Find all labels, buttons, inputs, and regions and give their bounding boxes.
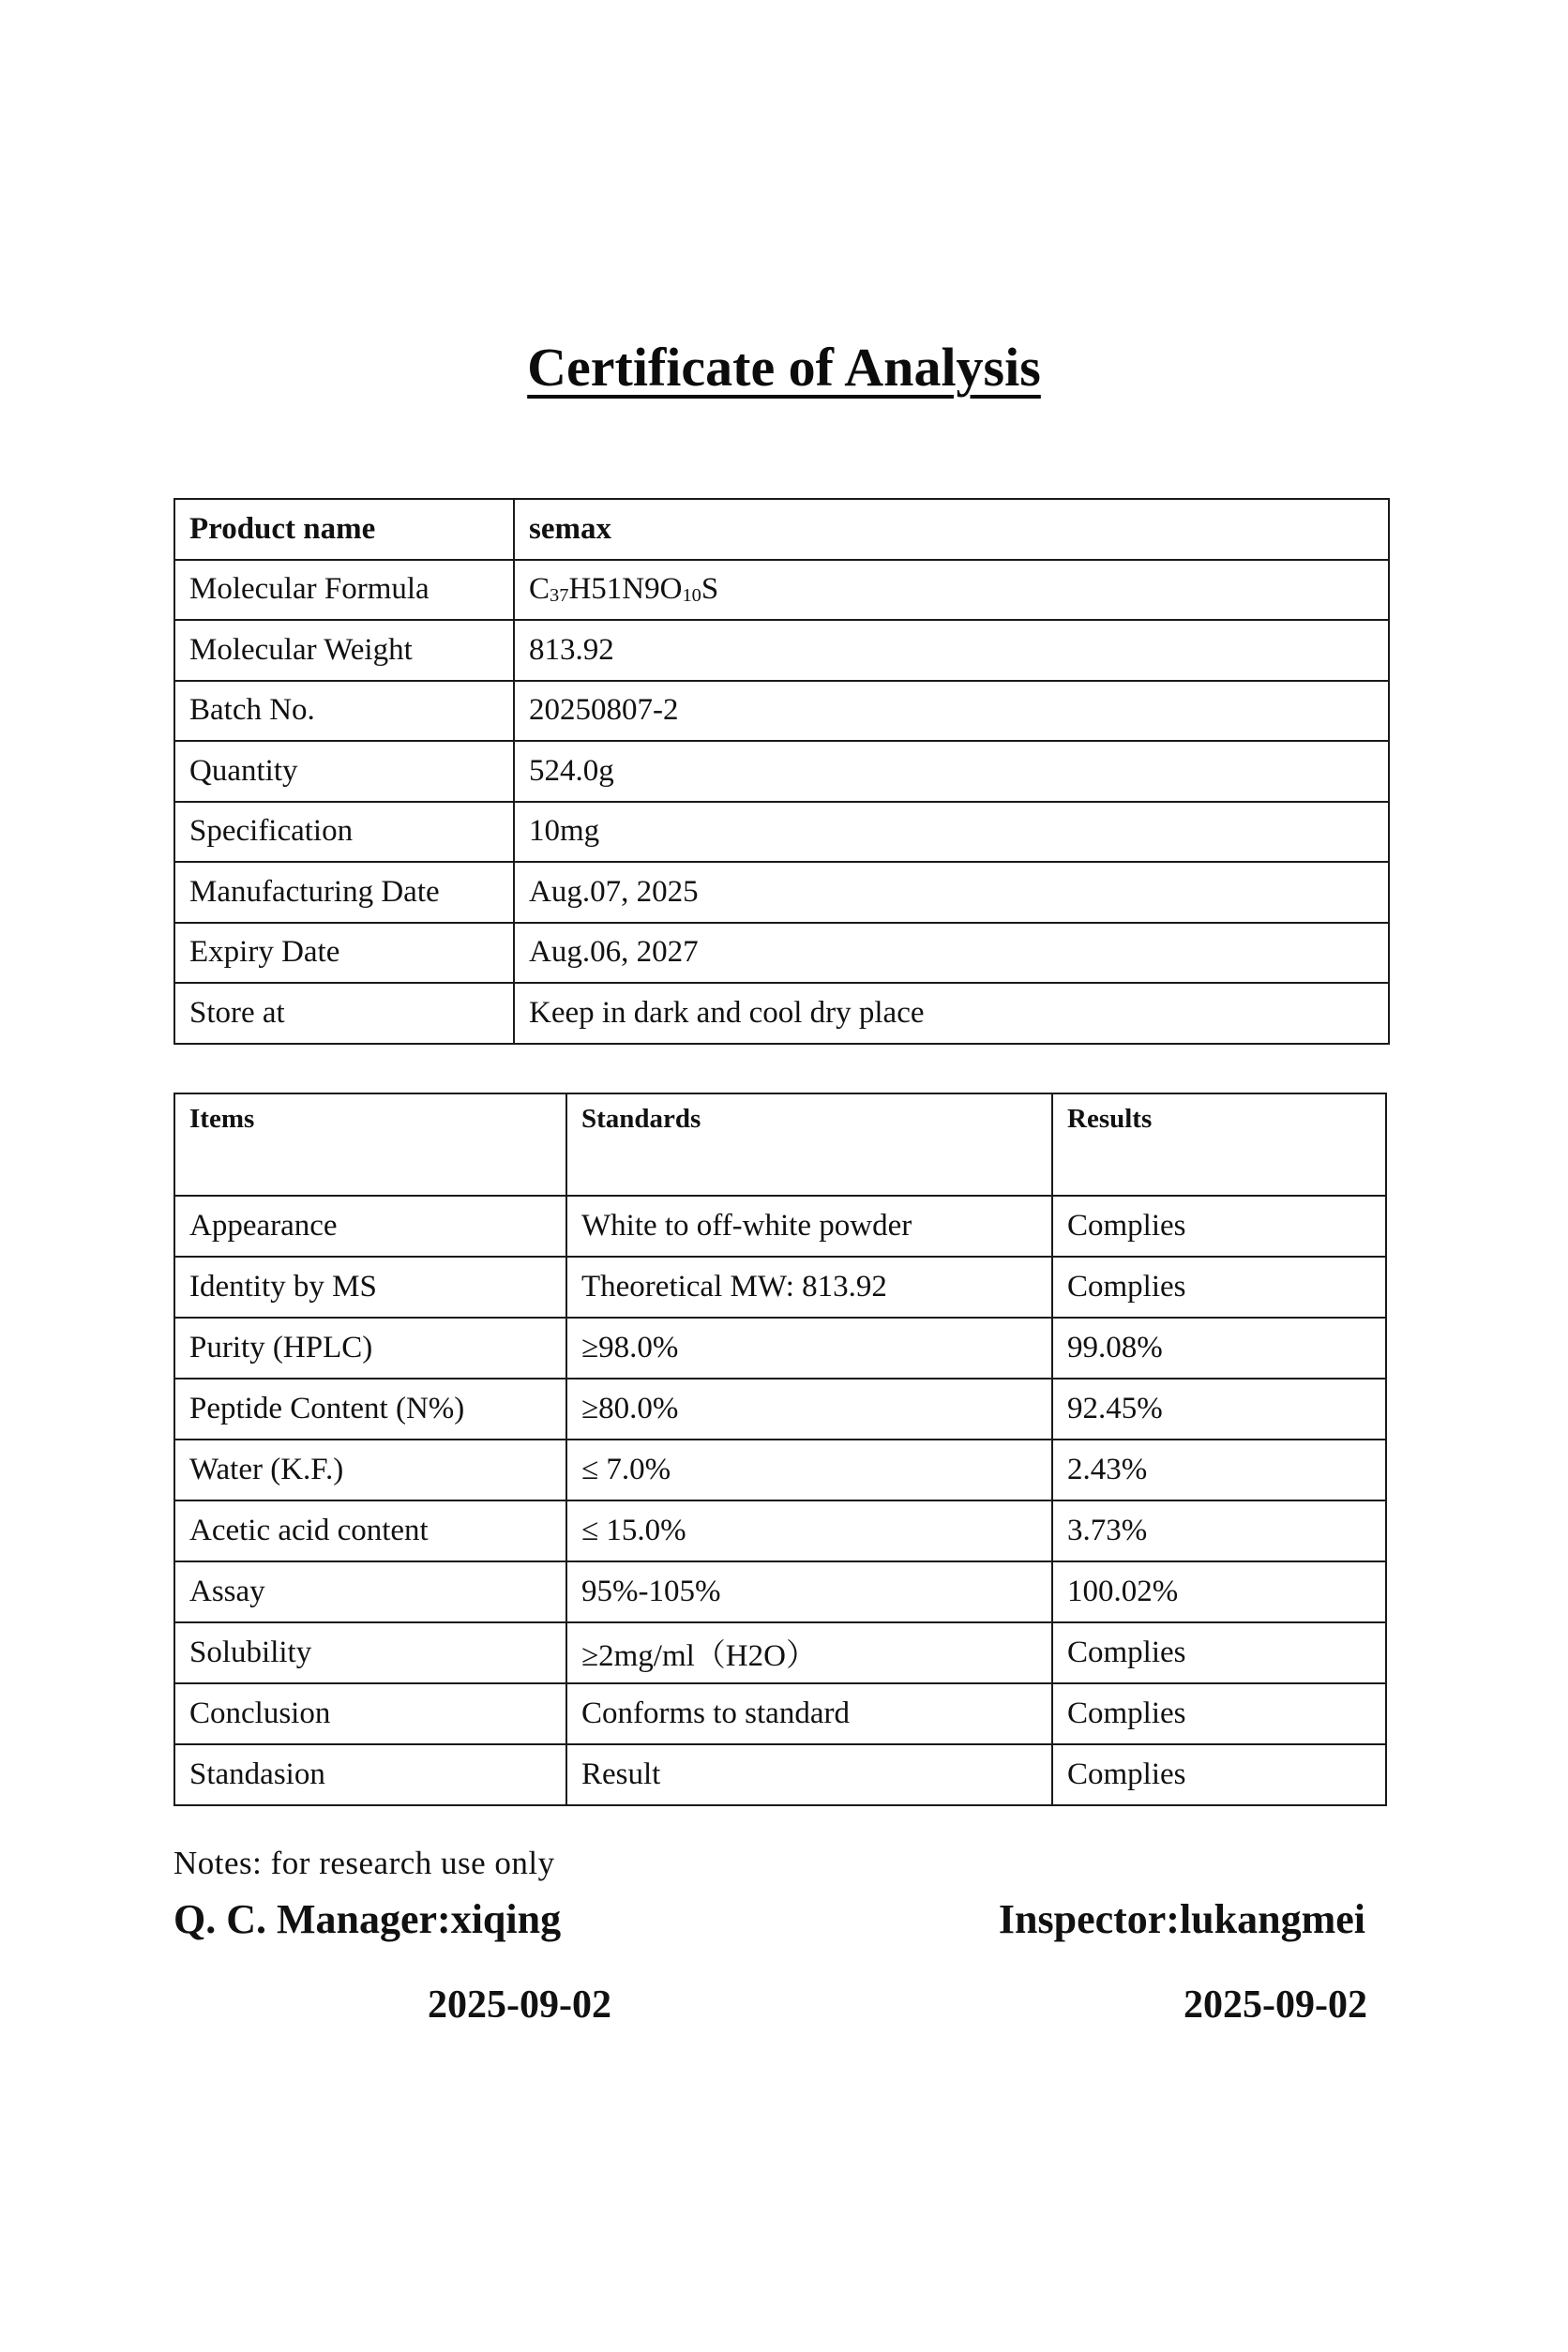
expiry-date-value: Aug.06, 2027	[514, 923, 1389, 984]
column-header-standards: Standards	[566, 1093, 1052, 1196]
table-row	[174, 741, 1389, 802]
manufacturing-date-value: Aug.07, 2025	[514, 862, 1389, 923]
table-row	[174, 802, 1389, 863]
item-cell: Appearance	[174, 1196, 566, 1257]
batch-no-value: 20250807-2	[514, 681, 1389, 742]
quantity-value: 524.0g	[514, 741, 1389, 802]
table-row	[174, 862, 1389, 923]
specification-value: 10mg	[514, 802, 1389, 863]
item-cell: Water (K.F.)	[174, 1440, 566, 1500]
table-row	[174, 1622, 1386, 1683]
qc-manager-signature: Q. C. Manager:xiqing	[173, 1896, 562, 1942]
result-cell: 3.73%	[1052, 1500, 1386, 1561]
test-results-table	[173, 1093, 1387, 1806]
store-at-label: Store at	[174, 983, 514, 1044]
product-name-value: semax	[514, 499, 1389, 560]
result-cell: Complies	[1052, 1622, 1386, 1683]
product-info-table	[173, 498, 1390, 1045]
specification-label: Specification	[174, 802, 514, 863]
item-cell: Peptide Content (N%)	[174, 1379, 566, 1440]
item-cell: Conclusion	[174, 1683, 566, 1744]
table-row	[174, 1744, 1386, 1805]
notes-text: Notes: for research use only	[173, 1845, 555, 1881]
standard-cell: ≥98.0%	[566, 1318, 1052, 1379]
manufacturing-date-label: Manufacturing Date	[174, 862, 514, 923]
table-row	[174, 681, 1389, 742]
table-row	[174, 499, 1389, 560]
table-row	[174, 983, 1389, 1044]
product-name-label: Product name	[174, 499, 514, 560]
result-cell: Complies	[1052, 1744, 1386, 1805]
standard-cell: ≥2mg/ml（H2O）	[566, 1622, 1052, 1683]
standard-cell: Result	[566, 1744, 1052, 1805]
standard-cell: White to off-white powder	[566, 1196, 1052, 1257]
qc-manager-date: 2025-09-02	[428, 1983, 611, 2027]
result-cell: 99.08%	[1052, 1318, 1386, 1379]
item-cell: Assay	[174, 1561, 566, 1622]
batch-no-label: Batch No.	[174, 681, 514, 742]
molecular-weight-value: 813.92	[514, 620, 1389, 681]
result-cell: 100.02%	[1052, 1561, 1386, 1622]
table-row	[174, 1440, 1386, 1500]
table-row	[174, 1561, 1386, 1622]
column-header-items: Items	[174, 1093, 566, 1196]
table-row	[174, 1683, 1386, 1744]
standard-cell: ≤ 7.0%	[566, 1440, 1052, 1500]
standard-cell: ≥80.0%	[566, 1379, 1052, 1440]
molecular-formula-value: C37H51N9O10S	[514, 560, 1389, 621]
standard-cell: Conforms to standard	[566, 1683, 1052, 1744]
expiry-date-label: Expiry Date	[174, 923, 514, 984]
table-row	[174, 620, 1389, 681]
item-cell: Standasion	[174, 1744, 566, 1805]
standard-cell: 95%-105%	[566, 1561, 1052, 1622]
item-cell: Solubility	[174, 1622, 566, 1683]
molecular-formula-label: Molecular Formula	[174, 560, 514, 621]
result-cell: 2.43%	[1052, 1440, 1386, 1500]
table-row	[174, 1500, 1386, 1561]
item-cell: Identity by MS	[174, 1257, 566, 1318]
item-cell: Acetic acid content	[174, 1500, 566, 1561]
molecular-weight-label: Molecular Weight	[174, 620, 514, 681]
document-title: Certificate of Analysis	[527, 337, 1041, 398]
table-row	[174, 1257, 1386, 1318]
result-cell: Complies	[1052, 1257, 1386, 1318]
table-row	[174, 1379, 1386, 1440]
item-cell: Purity (HPLC)	[174, 1318, 566, 1379]
result-cell: 92.45%	[1052, 1379, 1386, 1440]
table-header-row	[174, 1093, 1386, 1196]
table-row	[174, 1196, 1386, 1257]
standard-cell: Theoretical MW: 813.92	[566, 1257, 1052, 1318]
table-row	[174, 560, 1389, 621]
result-cell: Complies	[1052, 1196, 1386, 1257]
standard-cell: ≤ 15.0%	[566, 1500, 1052, 1561]
table-row	[174, 923, 1389, 984]
column-header-results: Results	[1052, 1093, 1386, 1196]
quantity-label: Quantity	[174, 741, 514, 802]
store-at-value: Keep in dark and cool dry place	[514, 983, 1389, 1044]
inspector-date: 2025-09-02	[1184, 1983, 1367, 2027]
inspector-signature: Inspector:lukangmei	[998, 1896, 1365, 1942]
result-cell: Complies	[1052, 1683, 1386, 1744]
table-row	[174, 1318, 1386, 1379]
